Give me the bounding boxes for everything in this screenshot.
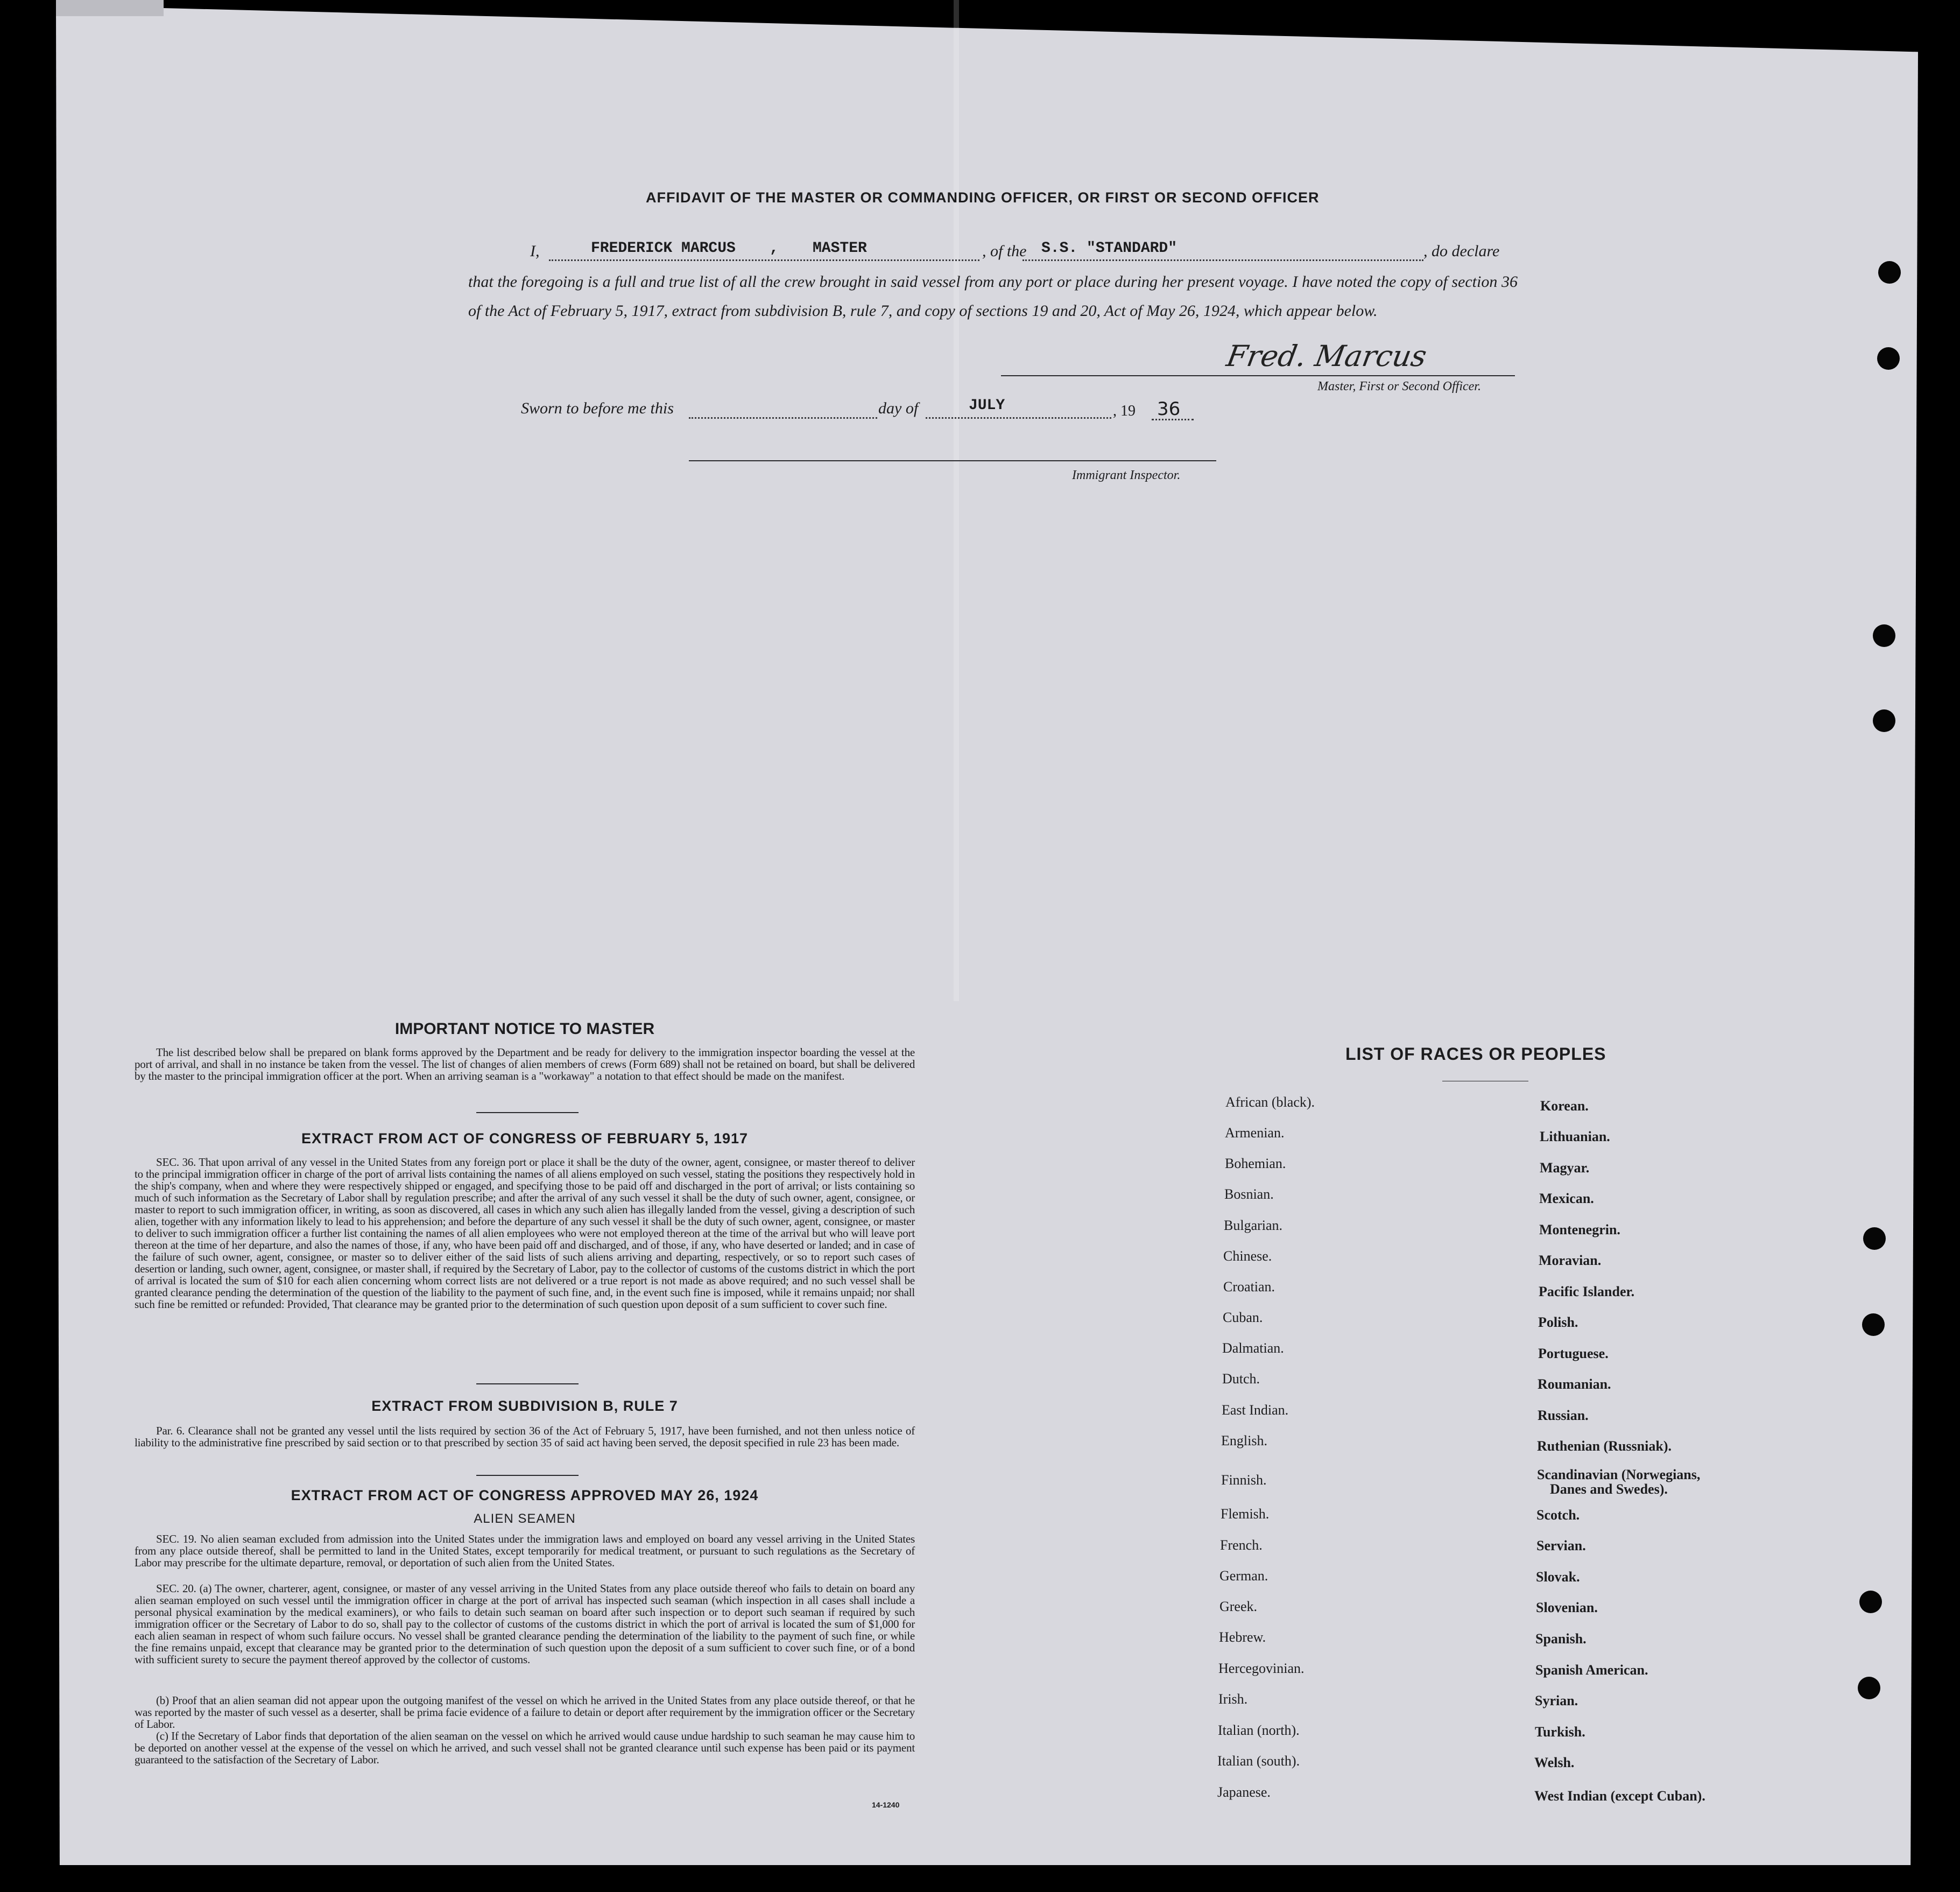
sec20b-text: (b) Proof that an alien seaman did not appear upon the outgoing manifest of the vessel on which he arrived in the United States from any place outside thereof, or that he was reported by the master of such vessel as a deserter, shall be prima facie evidence of a failure to detain or deport after requirement by the immigration officer or the Secretary of Labor.	[135, 1694, 915, 1731]
race-item: West Indian (except Cuban).	[1534, 1788, 1705, 1804]
race-item: Dutch.	[1222, 1371, 1260, 1387]
race-item: Croatian.	[1223, 1279, 1275, 1295]
race-item: German.	[1219, 1568, 1268, 1584]
i-label: I,	[530, 242, 540, 260]
race-item: Bohemian.	[1225, 1156, 1286, 1171]
punch-hole	[1859, 1591, 1882, 1613]
sec20a-text: SEC. 20. (a) The owner, charterer, agent, consignee, or master of any vessel arriving in the United States from any place outside thereof who fails to detain on board any alien seaman employed on such vessel until the immigration officer in charge at the port of arrival has inspected such seaman (which inspection in all cases shall include a personal physical examination by the medical examiners), or who fails to detain such seaman on board after such inspection or to deport such seaman if required by such immigration officer or the Secretary of Labor to do so, shall pay to the collector of customs of the customs district in which the port of arrival is located the sum of $1,000 for each alien seaman in respect of whom such failure occurs. No vessel shall be granted clearance pending the determination of the liability to the payment of such fine, or while the fine remains unpaid, except that clearance may be granted prior to the determination of such question upon the deposit of a sum sufficient to cover such fine, or of a bond with sufficient surety to secure the payment thereof approved by the collector of customs.	[135, 1582, 915, 1666]
race-item: African (black).	[1225, 1094, 1315, 1110]
declare-label: , do declare	[1423, 242, 1500, 260]
race-item: Polish.	[1538, 1314, 1578, 1330]
race-item: Moravian.	[1539, 1253, 1602, 1268]
punch-hole	[1858, 1677, 1880, 1699]
race-item: Hercegovinian.	[1218, 1661, 1305, 1676]
sworn-day-line	[689, 417, 877, 419]
race-item: Mexican.	[1539, 1191, 1594, 1206]
inspector-line	[689, 460, 1216, 461]
race-item: Montenegrin.	[1539, 1222, 1620, 1237]
notice-title: IMPORTANT NOTICE TO MASTER	[394, 1020, 655, 1038]
race-item: Syrian.	[1535, 1693, 1578, 1708]
race-item: Korean.	[1540, 1098, 1589, 1114]
race-item: Spanish.	[1535, 1631, 1587, 1647]
race-item: Russian.	[1538, 1408, 1589, 1423]
race-item: Bosnian.	[1224, 1186, 1274, 1202]
punch-hole	[1878, 261, 1901, 284]
extract-rule7-title: EXTRACT FROM SUBDIVISION B, RULE 7	[371, 1398, 678, 1414]
day-of-label: day of	[878, 399, 919, 417]
sec20c-text: (c) If the Secretary of Labor finds that deportation of the alien seaman on the vessel on which he arrived would cause undue hardship to such seaman he may cause him to be deported on another vessel at the expense of the vessel on which he arrived, and such vessel shall not be granted clearance until such expense has been paid or its payment guaranteed to the satisfaction of the Secretary of Labor.	[135, 1729, 915, 1766]
section-divider	[476, 1383, 579, 1384]
paper-tab	[56, 0, 164, 16]
races-title: LIST OF RACES OR PEOPLES	[1345, 1044, 1606, 1064]
affidavit-body: that the foregoing is a full and true list of all the crew brought in said vessel from any port or place during her present voyage. I have noted the copy of section 36 of the Act of February 5, 1917, extract from subdivision B, rule 7, and copy of sections 19 and 20, Act of May 26, 1924, which appear below.	[468, 273, 1518, 320]
race-item: Servian.	[1536, 1538, 1586, 1553]
race-item: East Indian.	[1222, 1402, 1289, 1418]
race-item: Lithuanian.	[1540, 1129, 1610, 1144]
sworn-label: Sworn to before me this	[521, 399, 674, 417]
race-item: English.	[1221, 1433, 1267, 1448]
section-divider	[476, 1112, 579, 1113]
race-item: Japanese.	[1217, 1784, 1271, 1800]
race-item: Italian (south).	[1217, 1753, 1300, 1769]
race-item: Scotch.	[1536, 1507, 1580, 1523]
race-item: Spanish American.	[1535, 1662, 1648, 1678]
page-fold	[954, 0, 959, 1001]
extract-1924-title: EXTRACT FROM ACT OF CONGRESS APPROVED MAY 26, 1924	[291, 1487, 759, 1503]
sec19-text: SEC. 19. No alien seaman excluded from admission into the United States under the immigration laws and employed on board any vessel arriving in the United States from any place outside thereof, shall be permitted to land in the United States, except temporarily for medical treatment, or pursuant to such regulations as the Secretary of Labor may prescribe for the ultimate departure, removal, or deportation of such alien from the United States.	[135, 1532, 915, 1569]
race-item: Cuban.	[1223, 1310, 1263, 1325]
name-comma: ,	[770, 240, 779, 257]
race-item: Portuguese.	[1538, 1346, 1609, 1361]
form-number: 14-1240	[872, 1800, 900, 1809]
master-signature: Fred. Marcus	[1224, 339, 1429, 373]
race-item: Roumanian.	[1538, 1376, 1611, 1392]
race-item: Bulgarian.	[1224, 1218, 1283, 1233]
of-the-label: , of the	[982, 242, 1027, 260]
race-item: Irish.	[1218, 1691, 1248, 1707]
punch-hole	[1863, 1227, 1886, 1250]
race-item: Magyar.	[1540, 1160, 1590, 1176]
rank-field[interactable]: MASTER	[813, 240, 867, 257]
signature-line	[1001, 375, 1515, 376]
race-item: Armenian.	[1225, 1125, 1285, 1141]
year-field[interactable]: 36	[1157, 398, 1181, 420]
race-item: French.	[1220, 1537, 1263, 1553]
extract-1924-subtitle: ALIEN SEAMEN	[474, 1511, 576, 1526]
punch-hole	[1873, 709, 1895, 732]
year-prefix: , 19	[1113, 403, 1136, 419]
race-item: Ruthenian (Russniak).	[1537, 1438, 1672, 1454]
race-item: Chinese.	[1223, 1248, 1272, 1264]
vessel-name-field[interactable]: S.S. "STANDARD"	[1041, 240, 1178, 257]
race-item: Turkish.	[1535, 1724, 1585, 1740]
race-item: Hebrew.	[1219, 1629, 1266, 1645]
section-divider	[476, 1475, 579, 1476]
inspector-caption: Immigrant Inspector.	[1072, 468, 1181, 482]
master-name-field[interactable]: FREDERICK MARCUS	[591, 240, 736, 257]
signature-caption: Master, First or Second Officer.	[1317, 379, 1481, 393]
punch-hole	[1877, 347, 1900, 370]
race-item: Scandinavian (Norwegians,	[1537, 1467, 1701, 1482]
extract-rule7-text: Par. 6. Clearance shall not be granted any vessel until the lists required by section 36 of the Act of February 5, 1917, have been furnished, and not then unless notice of liability to the administrative fine prescribed by said section or to that prescribed by section 35 of said act having been served, the deposit specified in rule 23 has been made.	[135, 1424, 915, 1449]
race-continuation: Danes and Swedes).	[1550, 1481, 1668, 1497]
vessel-line	[1023, 259, 1423, 261]
extract-1917-text: SEC. 36. That upon arrival of any vessel in the United States from any foreign port or place it shall be the duty of the owner, agent, consignee, or master thereof to deliver to the principal immigration officer in charge of the port of arrival lists containing the names of all aliens employed on such vessel, stating the positions they respectively hold in the ship's company, when and where they were respectively shipped or engaged, and specifying those to be paid off and discharged in the port of arrival; or lists containing so much of such information as the Secretary of Labor shall by regulation prescribe; and after the arrival of any such vessel it shall be the duty of such owner, agent, consignee, or master to report to such immigration officer, in writing, as soon as discovered, all cases in which any such alien has illegally landed from the vessel, giving a description of such alien, together with any information likely to lead to his apprehension; and before the departure of any such vessel it shall be the duty of such owner, agent, consignee, or master to deliver to such immigration officer a further list containing the names of all alien employees who were not employed thereon at the time of the arrival but who will leave port thereon at the time of her departure, and also the names of those, if any, who have been paid off and discharged, and of those, if any, who have deserted or landed; and in case of the failure of such owner, agent, consignee, or master so to deliver either of the said lists of such aliens arriving and departing, respectively, or so to report such cases of desertion or landing, such owner, agent, consignee, or master shall, if required by the Secretary of Labor, pay to the collector of customs of the customs district in which the port of arrival is located the sum of $10 for each alien concerning whom correct lists are not delivered or a true report is not made as above required; and no such vessel shall be granted clearance pending the determination of the question of the liability to the payment of such fine, and, in the event such fine is imposed, while it remains unpaid; nor shall such fine be remitted or refunded: Provided, That clearance may be granted prior to the determination of such question upon deposit of a sum sufficient to cover such fine.	[135, 1156, 915, 1311]
race-item: Slovenian.	[1536, 1600, 1598, 1615]
punch-hole	[1873, 624, 1895, 647]
race-item: Slovak.	[1536, 1569, 1580, 1585]
race-item: Flemish.	[1221, 1506, 1270, 1522]
race-item: Welsh.	[1534, 1755, 1575, 1770]
race-item: Pacific Islander.	[1539, 1284, 1635, 1299]
race-item: Dalmatian.	[1222, 1340, 1284, 1356]
name-line	[549, 259, 979, 261]
race-item: Italian (north).	[1218, 1722, 1300, 1738]
month-line	[926, 417, 1111, 419]
extract-1917-title: EXTRACT FROM ACT OF CONGRESS OF FEBRUARY 5, 1917	[301, 1130, 749, 1147]
race-item: Greek.	[1219, 1599, 1258, 1614]
race-item: Finnish.	[1221, 1472, 1267, 1488]
affidavit-title: AFFIDAVIT OF THE MASTER OR COMMANDING OFFICER, OR FIRST OR SECOND OFFICER	[646, 189, 1320, 206]
punch-hole	[1862, 1313, 1885, 1336]
month-field[interactable]: JULY	[969, 397, 1005, 414]
notice-text: The list described below shall be prepared on blank forms approved by the Department and be ready for delivery to the immigration inspector boarding the vessel at the port of arrival, and shall in no instance be taken from the vessel. The list of changes of alien members of crews (Form 689) shall not be retained on board, but shall be delivered by the master to the principal immigration officer at the port. When an arriving seaman is a "workaway" a notation to that effect should be made on the manifest.	[135, 1046, 915, 1082]
